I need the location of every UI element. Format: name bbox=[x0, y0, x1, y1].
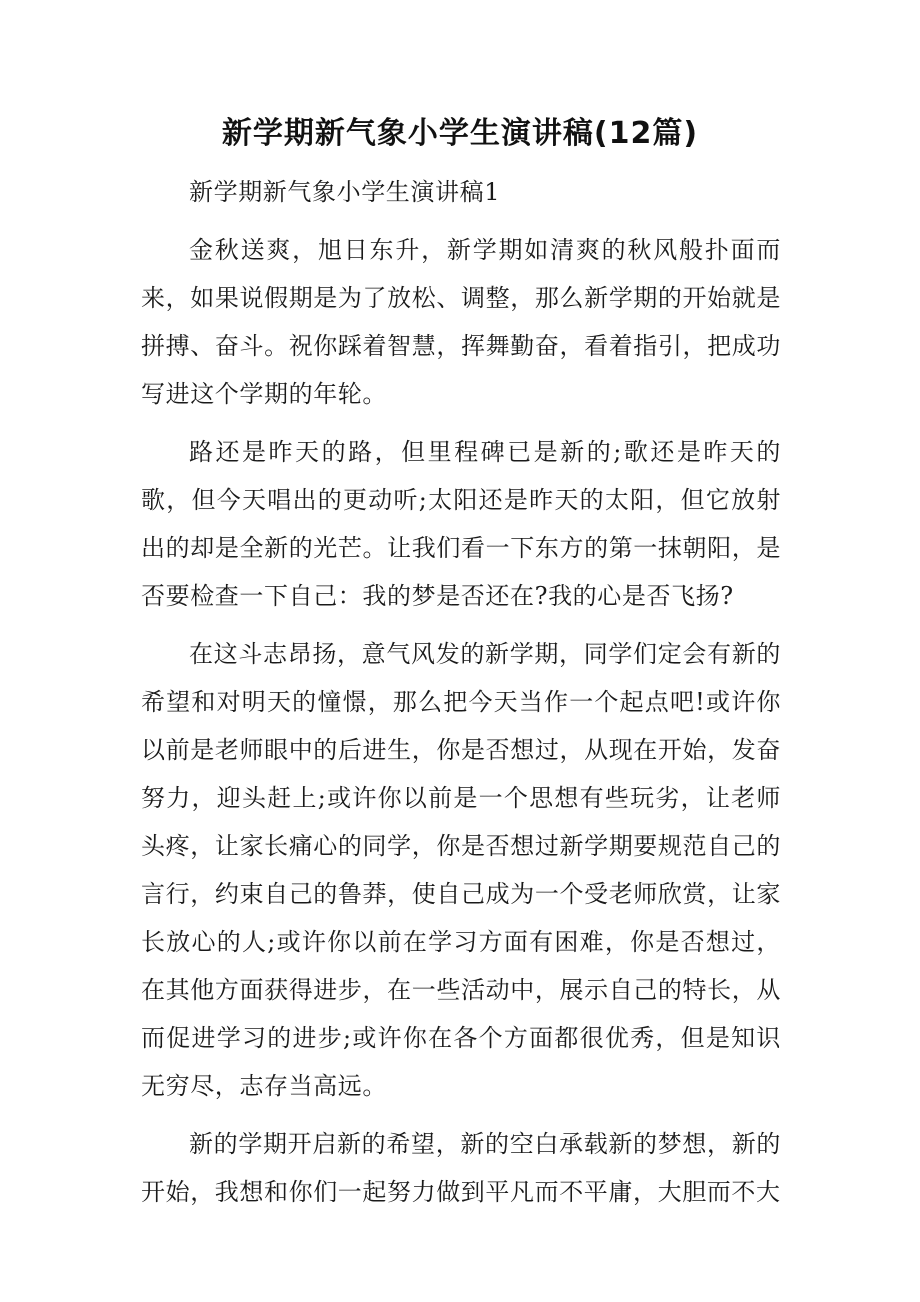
document-body bbox=[141, 168, 781, 1226]
section-heading: 新学期新气象小学生演讲稿1 bbox=[189, 178, 501, 206]
paragraph-4: 新的学期开启新的希望，新的空白承载新的梦想，新的开始，我想和你们一起努力做到平凡而不平庸，大胆而不大 bbox=[141, 1130, 781, 1206]
paragraph-3: 在这斗志昂扬，意气风发的新学期，同学们定会有新的希望和对明天的憧憬，那么把今天当作一个起点吧!或许你以前是老师眼中的后进生，你是否想过，从现在开始，发奋努力，迎头赶上;或许你以前是一个思想有些玩劣，让老师头疼，让家长痛心的同学，你是否想过新学期要规范自己的言行，约束自己的鲁莽，使自己成为一个受老师欣赏，让家长放心的人;或许你以前在学习方面有困难，你是否想过，在其他方面获得进步，在一些活动中，展示自己的特长，从而促进学习的进步;或许你在各个方面都很优秀，但是知识无穷尽，志存当高远。 bbox=[141, 640, 781, 1100]
document-title: 新学期新气象小学生演讲稿(12篇) bbox=[221, 116, 699, 151]
paragraph-1: 金秋送爽，旭日东升，新学期如清爽的秋风般扑面而来，如果说假期是为了放松、调整，那么新学期的开始就是拼搏、奋斗。祝你踩着智慧，挥舞勤奋，看着指引，把成功写进这个学期的年轮。 bbox=[141, 236, 781, 408]
paragraph-2: 路还是昨天的路，但里程碑已是新的;歌还是昨天的歌，但今天唱出的更动听;太阳还是昨天的太阳，但它放射出的却是全新的光芒。让我们看一下东方的第一抹朝阳，是否要检查一下自己：我的梦是否还在?我的心是否飞扬? bbox=[141, 438, 781, 610]
